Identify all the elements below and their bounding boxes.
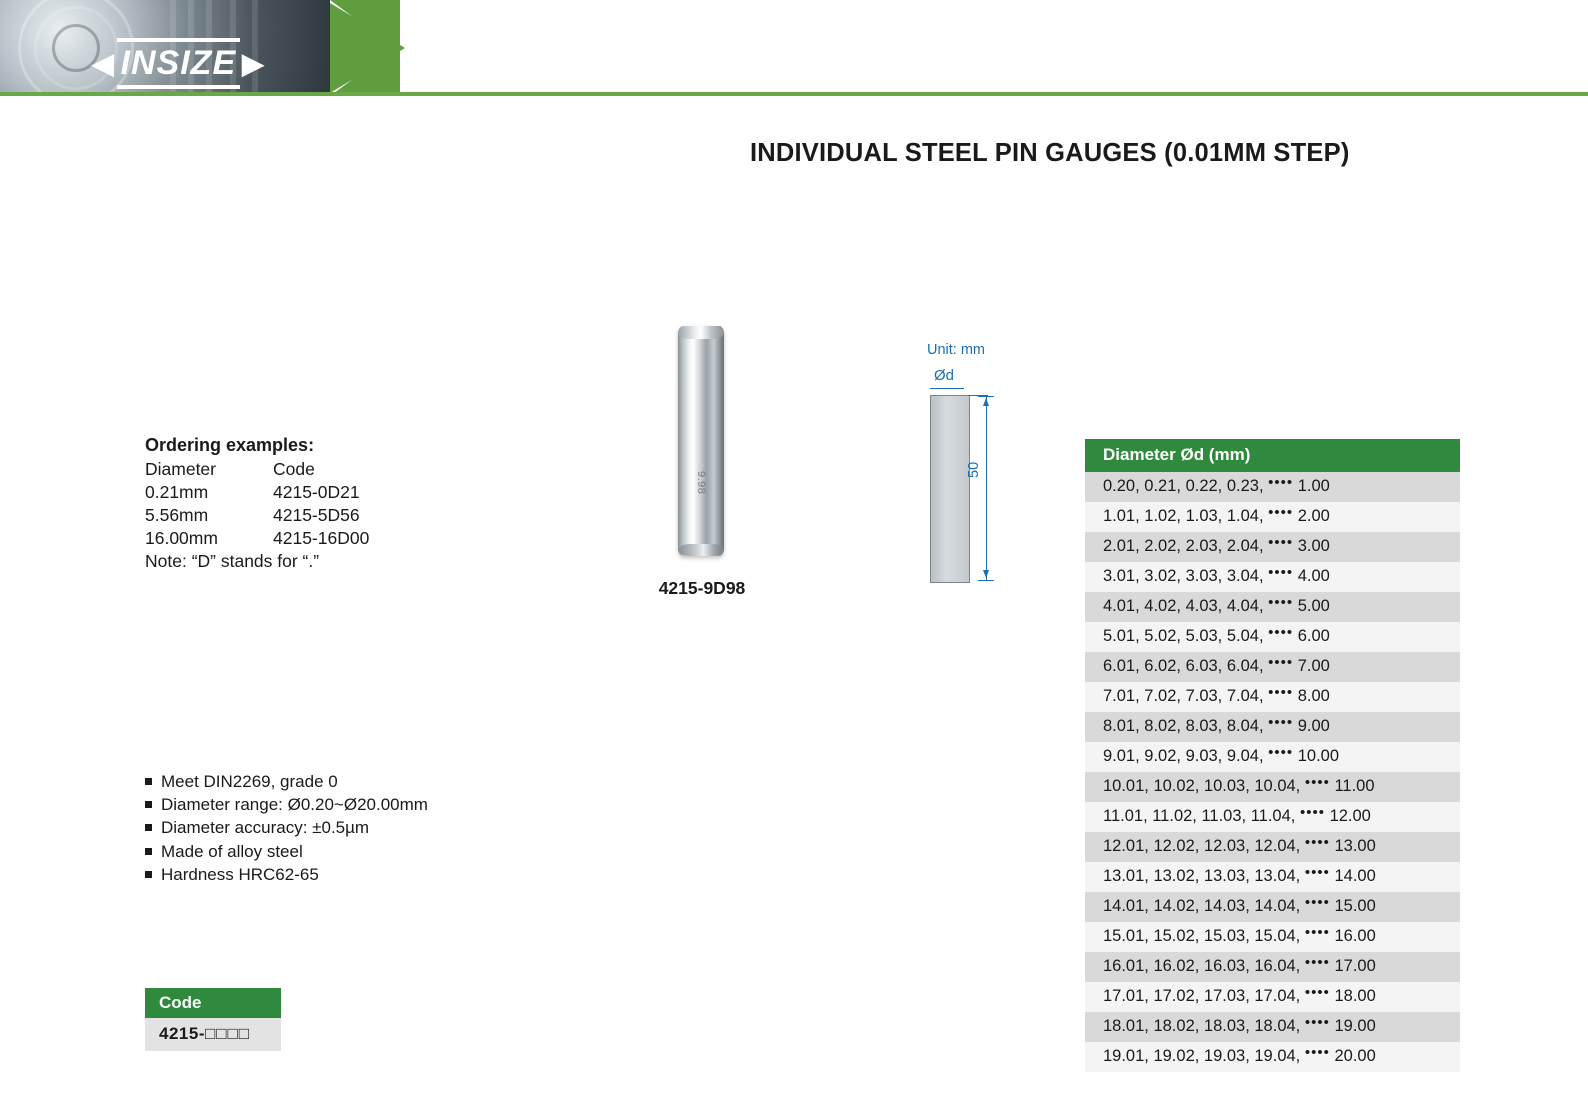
table-row [1085,982,1460,1012]
range-ellipsis: •••• [1268,534,1294,551]
insize-logo [92,38,265,89]
feature-text: Meet DIN2269, grade 0 [161,772,338,791]
range-end: 20.00 [1334,1047,1376,1065]
diameter-table [1085,439,1460,1072]
range-ellipsis: •••• [1304,894,1330,911]
ordering-col-diameter-header: Diameter [145,459,216,479]
range-start: 0.20, 0.21, 0.22, 0.23, [1103,477,1264,495]
drawing-dimension-tick-top [978,396,994,397]
table-row [1085,502,1460,532]
range-start: 6.01, 6.02, 6.03, 6.04, [1103,657,1264,675]
table-row [1085,532,1460,562]
table-cell-diameter-range [1085,682,1460,712]
code-box-header: Code [145,988,281,1018]
square-bullet-icon [145,871,152,878]
range-end: 10.00 [1297,747,1340,765]
table-cell-diameter-range [1085,502,1460,532]
range-end: 9.00 [1297,717,1330,735]
table-cell-diameter-range [1085,772,1460,802]
table-row [1085,742,1460,772]
range-ellipsis: •••• [1268,654,1294,671]
table-cell-diameter-range [1085,652,1460,682]
range-end: 2.00 [1297,507,1330,525]
range-ellipsis: •••• [1268,744,1294,761]
table-row [1085,862,1460,892]
drawing-dimension-tick-bottom [978,580,994,581]
ordering-note: Note: “D” stands for “.” [145,551,320,571]
range-start: 4.01, 4.02, 4.03, 4.04, [1103,597,1264,615]
drawing-unit-label: Unit: mm [927,342,985,358]
table-cell-diameter-range [1085,472,1460,502]
ordering-code-value: 4215-0D21 [273,482,360,502]
table-row [1085,472,1460,502]
table-cell-diameter-range [1085,1042,1460,1072]
range-ellipsis: •••• [1304,1014,1330,1031]
table-row [1085,952,1460,982]
range-end: 5.00 [1297,597,1330,615]
range-start: 10.01, 10.02, 10.03, 10.04, [1103,777,1301,795]
range-end: 18.00 [1334,987,1376,1005]
ordering-column-headers [145,458,369,481]
pin-top-end [678,326,724,339]
drawing-diameter-label: Ød [934,367,955,384]
drawing-length-dimension: 50 [966,461,982,478]
table-row [1085,892,1460,922]
range-ellipsis: •••• [1268,594,1294,611]
range-end: 8.00 [1297,687,1330,705]
ordering-code-value: 4215-16D00 [273,528,370,548]
table-cell-diameter-range [1085,592,1460,622]
table-row [1085,682,1460,712]
square-bullet-icon [145,801,152,808]
ordering-diameter-value: 5.56mm [145,505,209,525]
range-end: 17.00 [1334,957,1376,975]
table-row [1085,652,1460,682]
range-start: 17.01, 17.02, 17.03, 17.04, [1103,987,1301,1005]
feature-text: Diameter accuracy: ±0.5µm [161,818,370,838]
list-item [145,793,428,816]
page-title: INDIVIDUAL STEEL PIN GAUGES (0.01MM STEP) [750,139,1350,167]
range-end: 15.00 [1334,897,1376,915]
table-cell-diameter-range [1085,862,1460,892]
range-ellipsis: •••• [1268,624,1294,641]
ordering-row [145,504,369,527]
pin-gauge-photo [678,326,724,556]
feature-text: Made of alloy steel [161,841,303,861]
range-ellipsis: •••• [1304,954,1330,971]
table-row [1085,802,1460,832]
table-cell-diameter-range [1085,832,1460,862]
pin-bottom-end [678,544,724,556]
table-cell-diameter-range [1085,622,1460,652]
ordering-row [145,481,369,504]
table-row [1085,1012,1460,1042]
square-bullet-icon [145,848,152,855]
header-bottom-strip [0,92,1588,96]
range-ellipsis: •••• [1268,684,1294,701]
range-end: 3.00 [1297,537,1330,555]
range-end: 6.00 [1297,627,1330,645]
ordering-diameter-value: 16.00mm [145,528,218,548]
range-ellipsis: •••• [1268,564,1294,581]
code-placeholder-boxes: □□□□ [204,1024,251,1043]
table-row [1085,622,1460,652]
feature-text: Diameter range: Ø0.20~Ø20.00mm [161,795,428,815]
drawing-arrow-bottom-icon [983,570,989,578]
ordering-examples-block [145,434,369,573]
range-start: 12.01, 12.02, 12.03, 12.04, [1103,837,1301,855]
feature-list [145,770,428,886]
range-end: 4.00 [1297,567,1330,585]
table-cell-diameter-range [1085,532,1460,562]
logo-wordmark: INSIZE [117,38,241,89]
range-start: 3.01, 3.02, 3.03, 3.04, [1103,567,1264,585]
range-start: 16.01, 16.02, 16.03, 16.04, [1103,957,1301,975]
range-start: 18.01, 18.02, 18.03, 18.04, [1103,1017,1301,1035]
table-row [1085,562,1460,592]
list-item [145,816,428,839]
header-white-area [400,0,1588,96]
range-start: 9.01, 9.02, 9.03, 9.04, [1103,747,1264,765]
drawing-diameter-leader-line [930,388,964,389]
logo-right-arrow-icon: ▶ [242,47,265,79]
range-end: 19.00 [1334,1017,1376,1035]
table-row [1085,772,1460,802]
drawing-arrow-top-icon [983,398,989,406]
ordering-heading: Ordering examples: [145,435,315,455]
square-bullet-icon [145,778,152,785]
range-ellipsis: •••• [1299,804,1325,821]
range-start: 15.01, 15.02, 15.03, 15.04, [1103,927,1301,945]
ordering-col-code-header: Code [273,459,315,479]
code-box [145,988,281,1051]
range-start: 13.01, 13.02, 13.03, 13.04, [1103,867,1301,885]
range-end: 16.00 [1334,927,1376,945]
table-cell-diameter-range [1085,742,1460,772]
range-start: 5.01, 5.02, 5.03, 5.04, [1103,627,1264,645]
table-row [1085,1042,1460,1072]
range-ellipsis: •••• [1268,474,1294,491]
code-box-value [145,1018,281,1051]
table-cell-diameter-range [1085,982,1460,1012]
list-item [145,840,428,863]
table-row [1085,922,1460,952]
table-cell-diameter-range [1085,712,1460,742]
table-row [1085,832,1460,862]
range-end: 14.00 [1334,867,1376,885]
feature-text: Hardness HRC62-65 [161,864,319,884]
table-cell-diameter-range [1085,1012,1460,1042]
table-header-diameter: Diameter Ød (mm) [1085,439,1460,472]
ordering-diameter-value: 0.21mm [145,482,209,502]
range-ellipsis: •••• [1304,834,1330,851]
range-end: 12.00 [1329,807,1371,825]
range-start: 19.01, 19.02, 19.03, 19.04, [1103,1047,1301,1065]
table-row [1085,592,1460,622]
range-end: 1.00 [1297,477,1330,495]
range-ellipsis: •••• [1304,1044,1330,1061]
table-cell-diameter-range [1085,922,1460,952]
code-prefix: 4215- [159,1024,205,1043]
ordering-code-value: 4215-5D56 [273,505,360,525]
range-ellipsis: •••• [1304,924,1330,941]
list-item [145,770,428,793]
table-cell-diameter-range [1085,802,1460,832]
table-cell-diameter-range [1085,892,1460,922]
page-header [0,0,1588,96]
range-ellipsis: •••• [1304,864,1330,881]
pin-engraved-size: 9.98 [695,471,707,495]
header-green-banner [0,0,1588,96]
range-ellipsis: •••• [1304,984,1330,1001]
range-ellipsis: •••• [1268,714,1294,731]
table-row [1085,712,1460,742]
drawing-dimension-line [986,396,987,580]
drawing-pin-body [930,395,970,583]
range-end: 7.00 [1297,657,1330,675]
range-start: 7.01, 7.02, 7.03, 7.04, [1103,687,1264,705]
range-end: 11.00 [1334,777,1375,795]
table-header-row [1085,439,1460,472]
range-start: 8.01, 8.02, 8.03, 8.04, [1103,717,1264,735]
pin-photo-caption: 4215-9D98 [658,578,746,598]
square-bullet-icon [145,824,152,831]
range-start: 1.01, 1.02, 1.03, 1.04, [1103,507,1264,525]
table-cell-diameter-range [1085,562,1460,592]
logo-left-arrow-icon: ◀ [92,47,115,79]
table-cell-diameter-range [1085,952,1460,982]
range-ellipsis: •••• [1268,504,1294,521]
range-ellipsis: •••• [1304,774,1330,791]
range-start: 14.01, 14.02, 14.03, 14.04, [1103,897,1301,915]
ordering-row [145,527,369,550]
range-start: 2.01, 2.02, 2.03, 2.04, [1103,537,1264,555]
range-start: 11.01, 11.02, 11.03, 11.04, [1103,807,1296,825]
range-end: 13.00 [1334,837,1376,855]
list-item [145,863,428,886]
